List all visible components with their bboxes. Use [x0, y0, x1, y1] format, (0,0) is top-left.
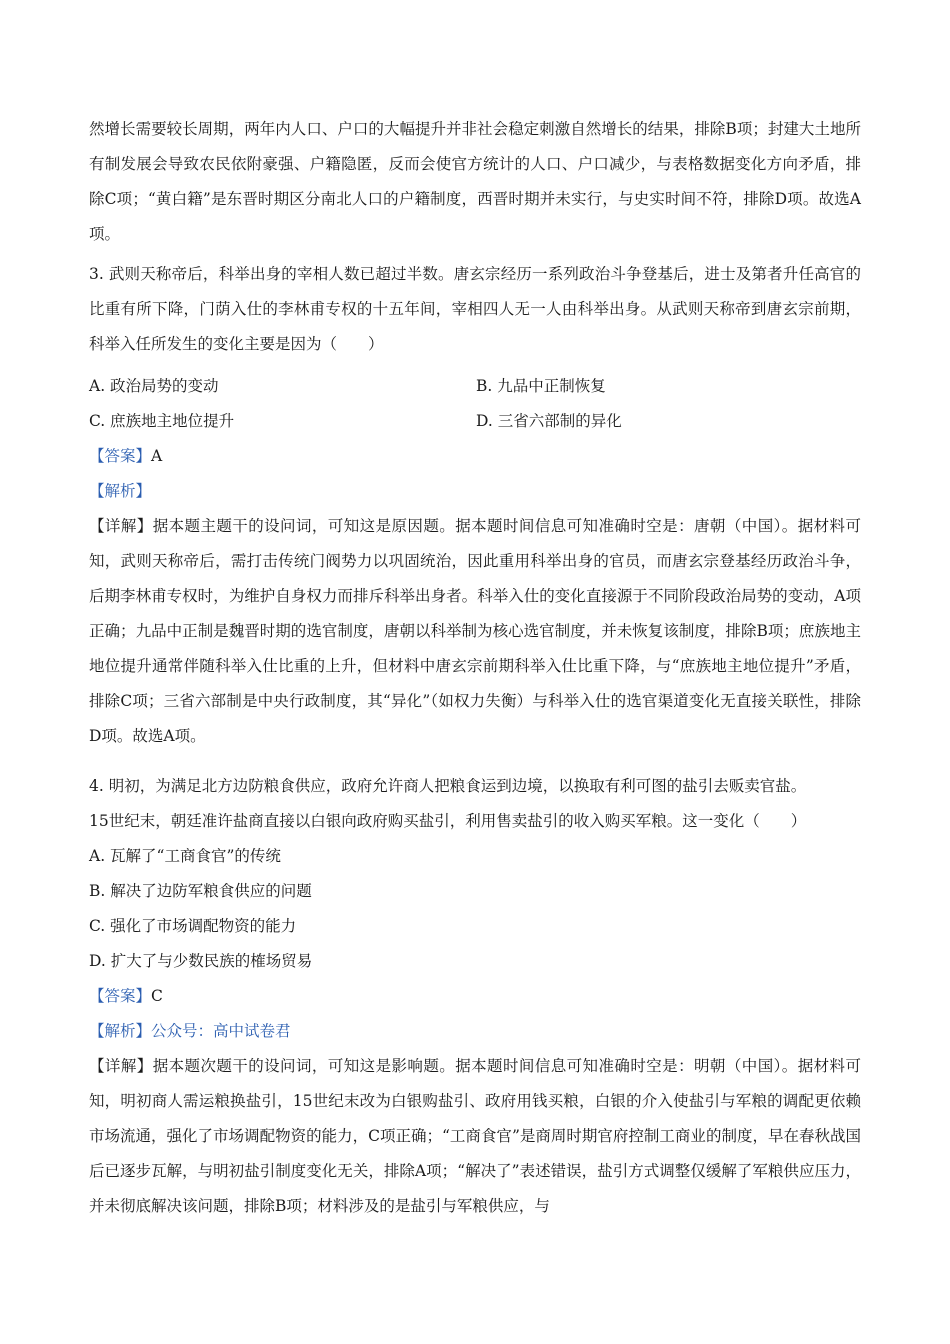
- answer-value: C: [151, 987, 163, 1005]
- question-4-stem-line-2: 15世纪末，朝廷准许盐商直接以白银向政府购买盐引，利用售卖盐引的收入购买军粮。这一变化（ ）: [89, 812, 807, 830]
- question-4-stem-line-1: 4. 明初，为满足北方边防粮食供应，政府允许商人把粮食运到边境，以换取有利可图的盐引去贩卖官盐。: [89, 777, 807, 795]
- question-4-option-d: D. 扩大了与少数民族的榷场贸易: [89, 952, 313, 970]
- question-4-option-b: B. 解决了边防军粮食供应的问题: [89, 882, 312, 900]
- question-4-analysis-heading: [89, 1014, 291, 1049]
- detail-tag: 【详解】: [89, 517, 153, 535]
- answer-tag: 【答案】: [89, 987, 152, 1005]
- question-3-option-d: D. 三省六部制的异化: [476, 412, 622, 430]
- question-4-option-c: C. 强化了市场调配物资的能力: [89, 917, 297, 935]
- question-4-answer: [89, 979, 163, 1014]
- question-4-detail: [89, 1049, 861, 1224]
- question-4-option-a: A. 瓦解了“工商食官”的传统: [89, 847, 281, 865]
- question-3-option-c: C. 庶族地主地位提升: [89, 412, 235, 430]
- detail-tag: 【详解】: [89, 1057, 153, 1075]
- question-3-answer: [89, 439, 162, 474]
- analysis-tag: 【解析】: [89, 1022, 152, 1040]
- continued-analysis-paragraph: 然增长需要较长周期，两年内人口、户口的大幅提升并非社会稳定刺激自然增长的结果，排除B项；封建大土地所有制发展会导致农民依附豪强、户籍隐匿，反而会使官方统计的人口、户口减少，与表格数据变化方向矛盾，排除C项；“黄白籍”是东晋时期区分南北人口的户籍制度，西晋时期并未实行，与史实时间不符，排除D项。故选A项。: [89, 120, 861, 243]
- question-3-detail: [89, 509, 861, 754]
- question-3-stem: 3. 武则天称帝后，科举出身的宰相人数已超过半数。唐玄宗经历一系列政治斗争登基后，进士及第者升任高官的比重有所下降，门荫入仕的李林甫专权的十五年间，宰相四人无一人由科举出身。从武则天称帝到唐玄宗前期，科举入任所发生的变化主要是因为（ ）: [89, 265, 861, 353]
- answer-value: A: [151, 447, 163, 465]
- question-3-option-a: A. 政治局势的变动: [89, 377, 219, 395]
- detail-text: 据本题主题干的设问词，可知这是原因题。据本题时间信息可知准确时空是：唐朝（中国）。据材料可知，武则天称帝后，需打击传统门阀势力以巩固统治，因此重用科举出身的官员，而唐玄宗登基经历政治斗争，后期李林甫专权时，为维护自身权力而排斥科举出身者。科举入仕的变化直接源于不同阶段政治局势的变动，A项正确；九品中正制是魏晋时期的选官制度，唐朝以科举制为核心选官制度，并未恢复该制度，排除B项；庶族地主地位提升通常伴随科举入仕比重的上升，但材料中唐玄宗前期科举入仕比重下降，与“庶族地主地位提升”矛盾，排除C项；三省六部制是中央行政制度，其“异化”（如权力失衡）与科举入仕的选官渠道变化无直接关联性，排除D项。故选A项。: [89, 517, 861, 745]
- question-3-analysis-heading: [89, 474, 151, 509]
- answer-tag: 【答案】: [89, 447, 152, 465]
- detail-text: 据本题次题干的设问词，可知这是影响题。据本题时间信息可知准确时空是：明朝（中国）。据材料可知，明初商人需运粮换盐引，15世纪末改为白银购盐引、政府用钱买粮，白银的介入使盐引与军粮的调配更依赖市场流通，强化了市场调配物资的能力，C项正确；“工商食官”是商周时期官府控制工商业的制度，早在春秋战国后已逐步瓦解，与明初盐引制度变化无关，排除A项；“解决了”表述错误，盐引方式调整仅缓解了军粮供应压力，并未彻底解决该问题，排除B项；材料涉及的是盐引与军粮供应，与: [89, 1057, 861, 1215]
- analysis-note: 公众号：高中试卷君: [151, 1022, 291, 1040]
- analysis-tag: 【解析】: [89, 482, 152, 500]
- question-3-option-b: B. 九品中正制恢复: [476, 377, 606, 395]
